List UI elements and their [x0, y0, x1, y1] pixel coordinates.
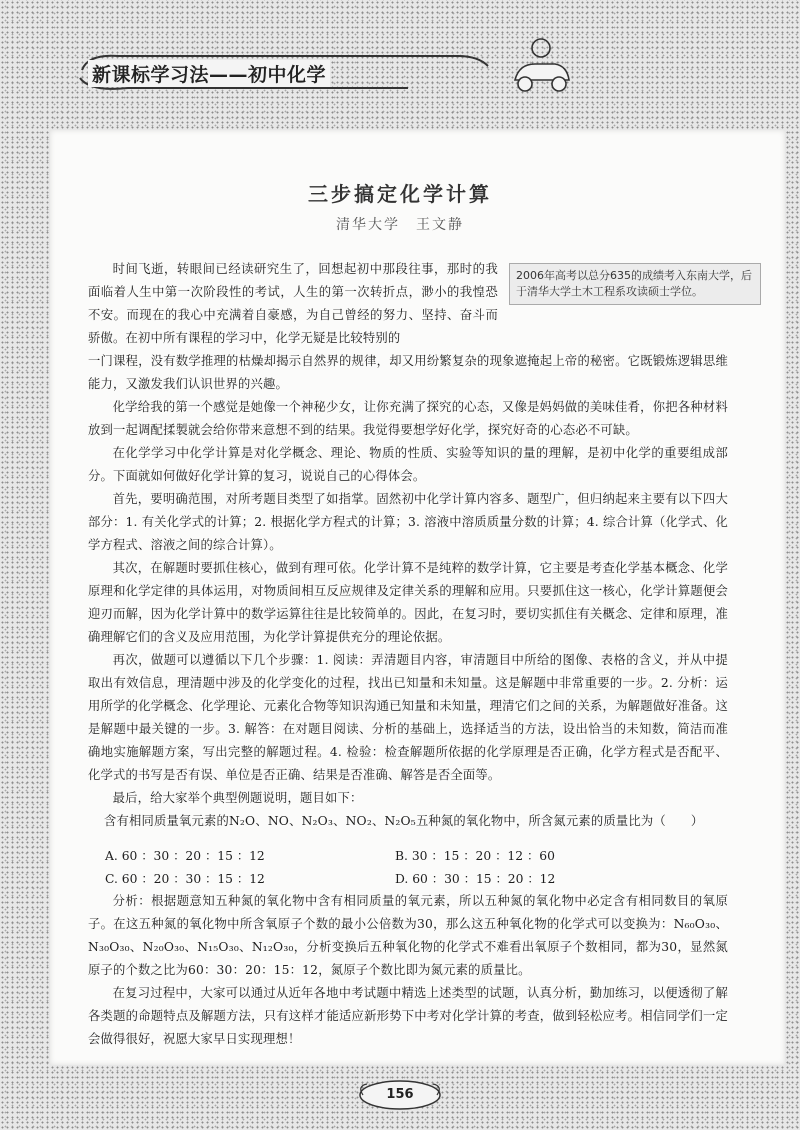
option-c: C. 60 ：20 ：30 ：15 ：12 [105, 872, 265, 886]
author-bio: 2006年高考以总分635的成绩考入东南大学，后于清华大学土木工程系攻读硕士学位。 [509, 263, 761, 305]
page-number: 156 [386, 1087, 414, 1102]
option-d: D. 60 ：30 ：15 ：20 ：12 [395, 872, 556, 886]
option-b: B. 30 ：15 ：20 ：12 ：60 [395, 849, 555, 863]
banner-title: 新课标学习法——初中化学 [88, 60, 330, 87]
paragraph: 一门课程，没有数学推理的枯燥却揭示自然界的规律，却又用纷繁复杂的现象遮掩起上帝的秘密。它既锻炼逻辑思维能力，又激发我们认识世界的兴趣。 [88, 354, 728, 391]
paragraph: 化学给我的第一个感觉是她像一个神秘少女，让你充满了探究的心态，又像是妈妈做的美味佳肴，你把各种材料放到一起调配揉製就会给你带来意想不到的结果。我觉得要想学好化学，探究好奇的心态必不可缺。 [88, 400, 728, 437]
page-number-badge [355, 1078, 445, 1112]
analysis: 分析：根据题意知五种氮的氧化物中含有相同质量的氧元素，所以五种氮的氧化物中必定含有相同数目的氧原子。在这五种氮的氧化物中所含氧原子个数的最小公倍数为30，那么这五种氧化物的化学式可以变换为：N₆₀O₃₀、N₃₀O₃₀、N₂₀O₃₀、N₁₅O₃₀、N₁₂O₃₀，分析变换后五种氧化物的化学式不难看出氧原子个数相同，都为30，显然氮原子的个数之比为60：30：20：15：12，氮原子个数比即为氮元素的质量比。 [88, 894, 728, 977]
answer-options [105, 845, 705, 891]
cartoon-car-icon [505, 30, 575, 100]
article-author: 清华大学 王文静 [336, 217, 464, 233]
intro-block [88, 258, 498, 350]
article-title: 三步搞定化学计算 [308, 182, 492, 206]
option-a: A. 60 ：30 ：20 ：15 ：12 [105, 849, 265, 863]
paragraph: 再次，做题可以遵循以下几个步骤：1. 阅读：弄清题目内容，审清题目中所给的图像、表格的含义，并从中提取出有效信息，理清题中涉及的化学变化的过程，找出已知量和未知量。这是解题中非常重要的一步。2. 分析：运用所学的化学概念、化学理论、元素化合物等知识沟通已知量和未知量，理清它们之间的关系，为解题做好准备。这是解题中最关键的一步。3. 解答：在对题目阅读、分析的基础上，选择适当的方法，设出恰当的未知数，简洁而准确地实施解题方案，写出完整的解题过程。4. 检验：检查解题所依据的化学原理是否正确，化学方程式是否配平、化学式的书写是否有误、单位是否正确、结果是否准确、解答是否全面等。 [88, 653, 728, 782]
body-block [88, 350, 728, 833]
paragraph: 在化学学习中化学计算是对化学概念、理论、物质的性质、实验等知识的量的理解，是初中化学的重要组成部分。下面就如何做好化学计算的复习，说说自己的心得体会。 [88, 446, 728, 483]
conclusion: 在复习过程中，大家可以通过从近年各地中考试题中精选上述类型的试题，认真分析，勤加练习，以便透彻了解各类题的命题特点及解题方法，只有这样才能适应新形势下中考对化学计算的考查，做到轻松应考。相信同学们一定会做得很好，祝愿大家早日实现理想！ [88, 986, 728, 1046]
analysis-block [88, 890, 728, 1051]
paragraph: 首先，要明确范围，对所考题目类型了如指掌。固然初中化学计算内容多、题型广，但归纳起来主要有以下四大部分：1. 有关化学式的计算；2. 根据化学方程式的计算；3. 溶液中溶质质量分数的计算；4. 综合计算（化学式、化学方程式、溶液之间的综合计算）。 [88, 492, 728, 552]
question: 含有相同质量氧元素的N₂O、NO、N₂O₃、NO₂、N₂O₅五种氮的氧化物中，所含氮元素的质量比为（ ） [104, 814, 704, 828]
example-intro: 最后，给大家举个典型例题说明，题目如下： [112, 791, 363, 805]
paragraph: 其次，在解题时要抓住核心，做到有理可依。化学计算不是纯粹的数学计算，它主要是考查化学基本概念、化学原理和化学定律的具体运用，对物质间相互反应规律及定律关系的理解和应用。只要抓住这一核心，化学计算题便会迎刃而解，因为化学计算中的数学运算往往是比较简单的。因此，在复习时，要切实抓住有关概念、定律和原理，准确理解它们的含义及应用范围，为化学计算提供充分的理论依据。 [88, 561, 728, 644]
intro-paragraph: 时间飞逝，转眼间已经读研究生了，回想起初中那段往事，那时的我面临着人生中第一次阶段性的考试，人生的第一次转折点，渺小的我惶恐不安。而现在的我心中充满着自豪感，为自己曾经的努力、坚持、奋斗而骄傲。在初中所有课程的学习中，化学无疑是比较特别的 [88, 262, 498, 345]
